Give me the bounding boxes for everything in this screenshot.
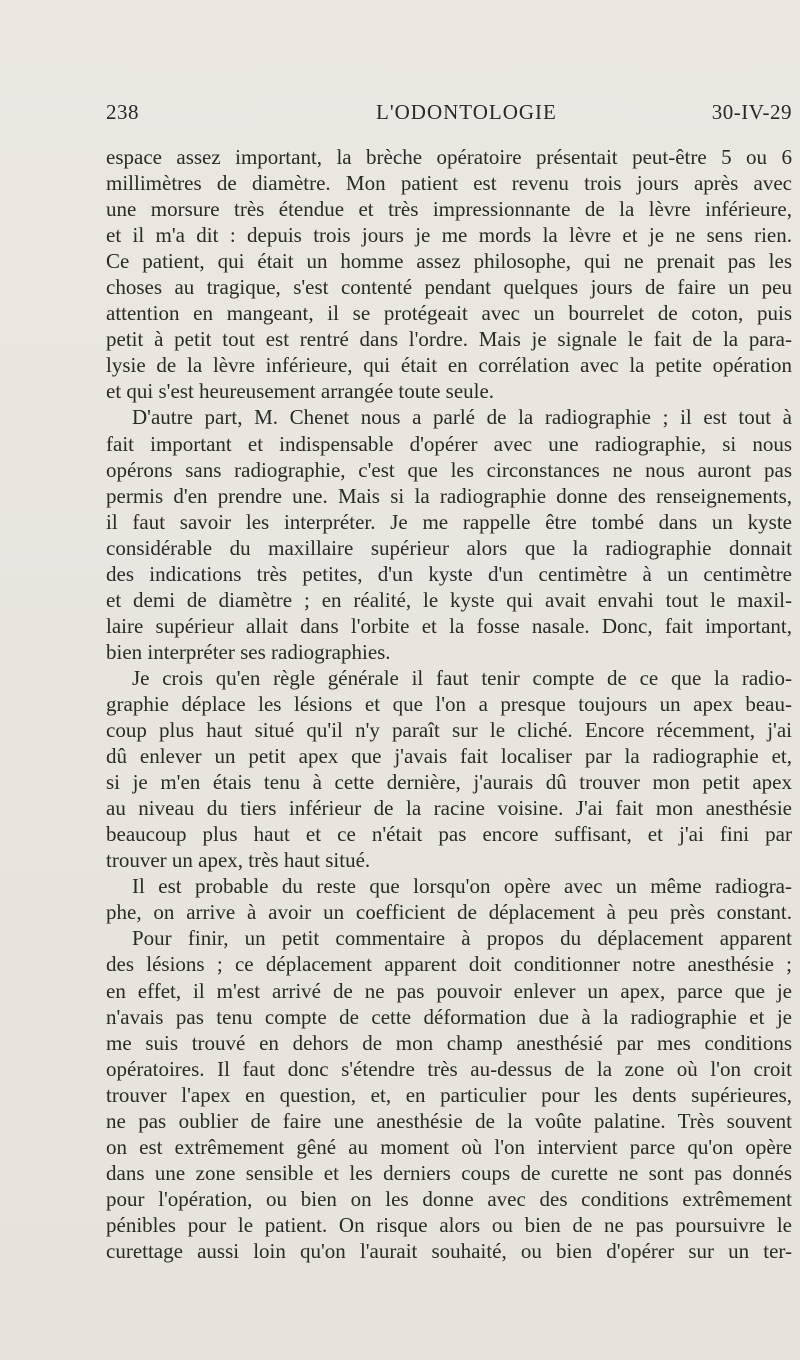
text-line: attention en mangeant, il se protégeait avec un bourrelet de coton, puis [106, 301, 792, 326]
text-line: si je m'en étais tenu à cette dernière, j'aurais dû trouver mon petit apex [106, 770, 792, 795]
text-line: trouver un apex, très haut situé. [106, 848, 371, 873]
text-line: au niveau du tiers inférieur de la racine voisine. J'ai fait mon anesthésie [106, 796, 792, 821]
text-line: opératoires. Il faut donc s'étendre très au-dessus de la zone où l'on croit [106, 1056, 792, 1081]
text-line: choses au tragique, s'est contenté pendant quelques jours de faire un peu [106, 275, 792, 300]
text-line: n'avais pas tenu compte de cette déformation due à la radiographie et je [106, 1004, 792, 1029]
text-line: permis d'en prendre une. Mais si la radiographie donne des renseignements, [106, 483, 792, 508]
text-line: espace assez important, la brèche opératoire présentait peut-être 5 ou 6 [106, 145, 792, 169]
text-line: en effet, il m'est arrivé de ne pas pouvoir enlever un apex, parce que je [106, 978, 792, 1003]
text-line: pénibles pour le patient. On risque alors ou bien de ne pas poursuivre le [106, 1212, 792, 1237]
text-line: dans une zone sensible et les derniers coups de curette ne sont pas donnés [106, 1160, 792, 1185]
text-line: coup plus haut situé qu'il n'y paraît sur le cliché. Encore récemment, j'ai [106, 718, 792, 743]
text-line: il faut savoir les interpréter. Je me rappelle être tombé dans un kyste [106, 509, 792, 534]
text-line: laire supérieur allait dans l'orbite et la fosse nasale. Donc, fait important, [106, 613, 792, 638]
text-line: pour l'opération, ou bien on les donne avec des conditions extrêmement [106, 1186, 792, 1211]
journal-title: L'ODONTOLOGIE [376, 100, 557, 124]
text-line: Il est probable du reste que lorsqu'on opère avec un même radiogra- [132, 874, 792, 899]
text-line: trouver l'apex en question, et, en particulier pour les dents supérieures, [106, 1082, 792, 1107]
text-line: et qui s'est heureusement arrangée toute seule. [106, 379, 495, 404]
text-line: me suis trouvé en dehors de mon champ anesthésié par mes conditions [106, 1030, 792, 1055]
text-line: et demi de diamètre ; en réalité, le kyste qui avait envahi tout le maxil- [106, 587, 792, 612]
text-line: graphie déplace les lésions et que l'on a presque toujours un apex beau- [106, 691, 792, 716]
text-line: Pour finir, un petit commentaire à propos du déplacement apparent [132, 926, 792, 951]
text-line: millimètres de diamètre. Mon patient est revenu trois jours après avec [106, 171, 792, 196]
running-head [106, 100, 792, 130]
text-line: Ce patient, qui était un homme assez philosophe, qui ne prenait pas les [106, 249, 792, 274]
text-line: et il m'a dit : depuis trois jours je me mords la lèvre et je ne sens rien. [106, 223, 792, 248]
body-text [106, 144, 792, 1264]
text-line: D'autre part, M. Chenet nous a parlé de la radiographie ; il est tout à [132, 405, 792, 430]
text-line: des indications très petites, d'un kyste d'un centimètre à un centimètre [106, 561, 792, 586]
text-line: Je crois qu'en règle générale il faut tenir compte de ce que la radio- [132, 665, 792, 690]
text-line: des lésions ; ce déplacement apparent doit conditionner notre anesthésie ; [106, 952, 792, 977]
text-line: curettage aussi loin qu'on l'aurait souhaité, ou bien d'opérer sur un ter- [106, 1238, 792, 1263]
text-line: lysie de la lèvre inférieure, qui était en corrélation avec la petite opération [106, 353, 792, 378]
text-line: phe, on arrive à avoir un coefficient de déplacement à peu près constant. [106, 900, 792, 925]
issue-date: 30-IV-29 [711, 100, 792, 124]
text-line: ne pas oublier de faire une anesthésie de la voûte palatine. Très souvent [106, 1108, 792, 1133]
text-line: bien interpréter ses radiographies. [106, 639, 391, 664]
text-line: une morsure très étendue et très impressionnante de la lèvre inférieure, [106, 197, 792, 222]
text-line: dû enlever un petit apex que j'avais fait localiser par la radiographie et, [106, 744, 792, 769]
text-line: beaucoup plus haut et ce n'était pas encore suffisant, et j'ai fini par [106, 822, 792, 847]
text-line: opérons sans radiographie, c'est que les circonstances ne nous auront pas [106, 457, 792, 482]
text-line: fait important et indispensable d'opérer avec une radiographie, si nous [106, 431, 792, 456]
text-line: on est extrêmement gêné au moment où l'on intervient parce qu'on opère [106, 1134, 792, 1159]
page-number: 238 [106, 100, 139, 124]
text-line: considérable du maxillaire supérieur alors que la radiographie donnait [106, 535, 792, 560]
text-line: petit à petit tout est rentré dans l'ordre. Mais je signale le fait de la para- [106, 327, 792, 352]
